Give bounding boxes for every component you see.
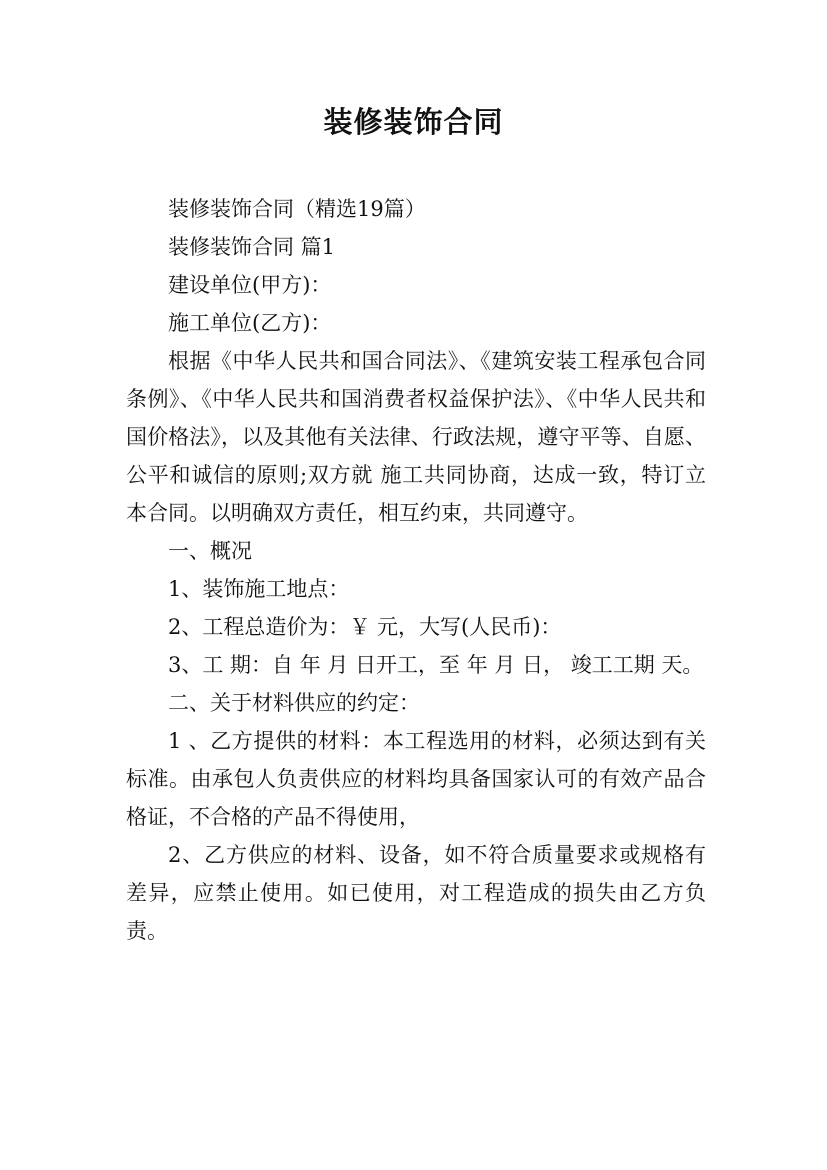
paragraph-section-heading: 装修装饰合同 篇1: [168, 235, 336, 259]
paragraph-materials-clause-1: 1 、乙方提供的材料：本工程选用的材料，必须达到有关标准。由承包人负责供应的材料均具备国家认可的有效产品合格证，不合格的产品不得使用，: [126, 729, 706, 829]
paragraph-materials-heading: 二、关于材料供应的约定：: [168, 691, 420, 715]
document-body: [126, 190, 706, 950]
paragraph-materials-clause-2: 2、乙方供应的材料、设备，如不符合质量要求或规格有差异，应禁止使用。如已使用，对工程造成的损失由乙方负责。: [126, 843, 706, 943]
paragraph-subtitle: 装修装饰合同（精选19篇）: [168, 197, 426, 221]
paragraph-site-location: 1、装饰施工地点：: [168, 577, 350, 601]
paragraph-party-a: 建设单位(甲方)：: [168, 273, 332, 297]
paragraph-construction-period: 3、工 期：自 年 月 日开工，至 年 月 日， 竣工工期 天。: [168, 653, 704, 677]
paragraph-overview-heading: 一、概况: [168, 539, 252, 563]
paragraph-legal-basis: 根据《中华人民共和国合同法》、《建筑安装工程承包合同条例》、《中华人民共和国消费者权益保护法》、《中华人民共和国价格法》，以及其他有关法律、行政法规，遵守平等、自愿、公平和诚信的原则;双方就 施工共同协商，达成一致，特订立本合同。以明确双方责任，相互约束，共同遵守。: [126, 349, 706, 525]
paragraph-party-b: 施工单位(乙方)：: [168, 311, 332, 335]
paragraph-total-cost: 2、工程总造价为：￥ 元，大写(人民币)：: [168, 615, 562, 639]
document-title: 装修装饰合同: [323, 105, 504, 139]
